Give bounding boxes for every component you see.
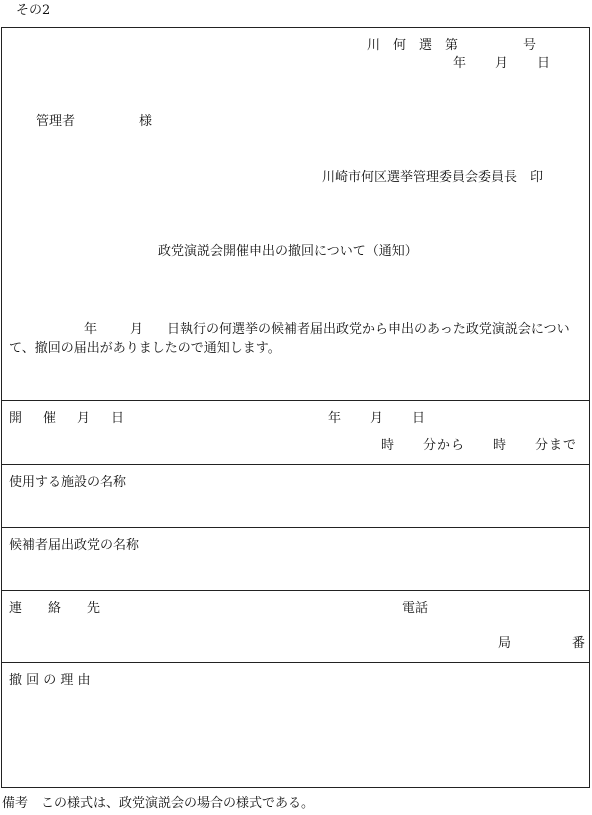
date-label: 開 催 月 日	[9, 411, 129, 426]
notice-body	[9, 320, 587, 358]
time-value: 時 分から 時 分まで	[381, 438, 578, 453]
row-divider	[1, 590, 590, 591]
row-divider	[1, 527, 590, 528]
row-divider	[1, 464, 590, 465]
row-divider	[1, 400, 590, 401]
row-divider	[1, 662, 590, 663]
party-label: 候補者届出政党の名称	[9, 538, 140, 553]
addressee-role: 管理者	[36, 114, 76, 129]
facility-label: 使用する施設の名称	[9, 475, 127, 490]
date-value: 年 月 日	[328, 411, 427, 426]
document-date: 年 月 日	[453, 56, 552, 71]
body-month: 月	[130, 322, 144, 337]
number-label: 番	[572, 636, 586, 651]
exchange-label: 局	[498, 636, 512, 651]
body-text: 日執行の何選挙の候補者届出政党から申出のあった政党演説会について、撤回の届出がありましたので通知します。	[9, 322, 570, 356]
contact-label: 連 絡 先	[9, 601, 101, 616]
body-year: 年	[84, 322, 98, 337]
addressee-honorific: 様	[139, 114, 153, 129]
footnote: 備考 この様式は、政党演説会の場合の様式である。	[2, 796, 315, 811]
page-title: 政党演説会開催申出の撤回について（通知）	[158, 244, 418, 259]
sender: 川崎市何区選挙管理委員会委員長 印	[322, 170, 544, 185]
document-number: 川 何 選 第 号	[367, 38, 537, 53]
document-label: その2	[16, 3, 51, 18]
phone-label: 電話	[402, 601, 429, 616]
reason-label: 撤 回 の 理 由	[9, 673, 91, 688]
